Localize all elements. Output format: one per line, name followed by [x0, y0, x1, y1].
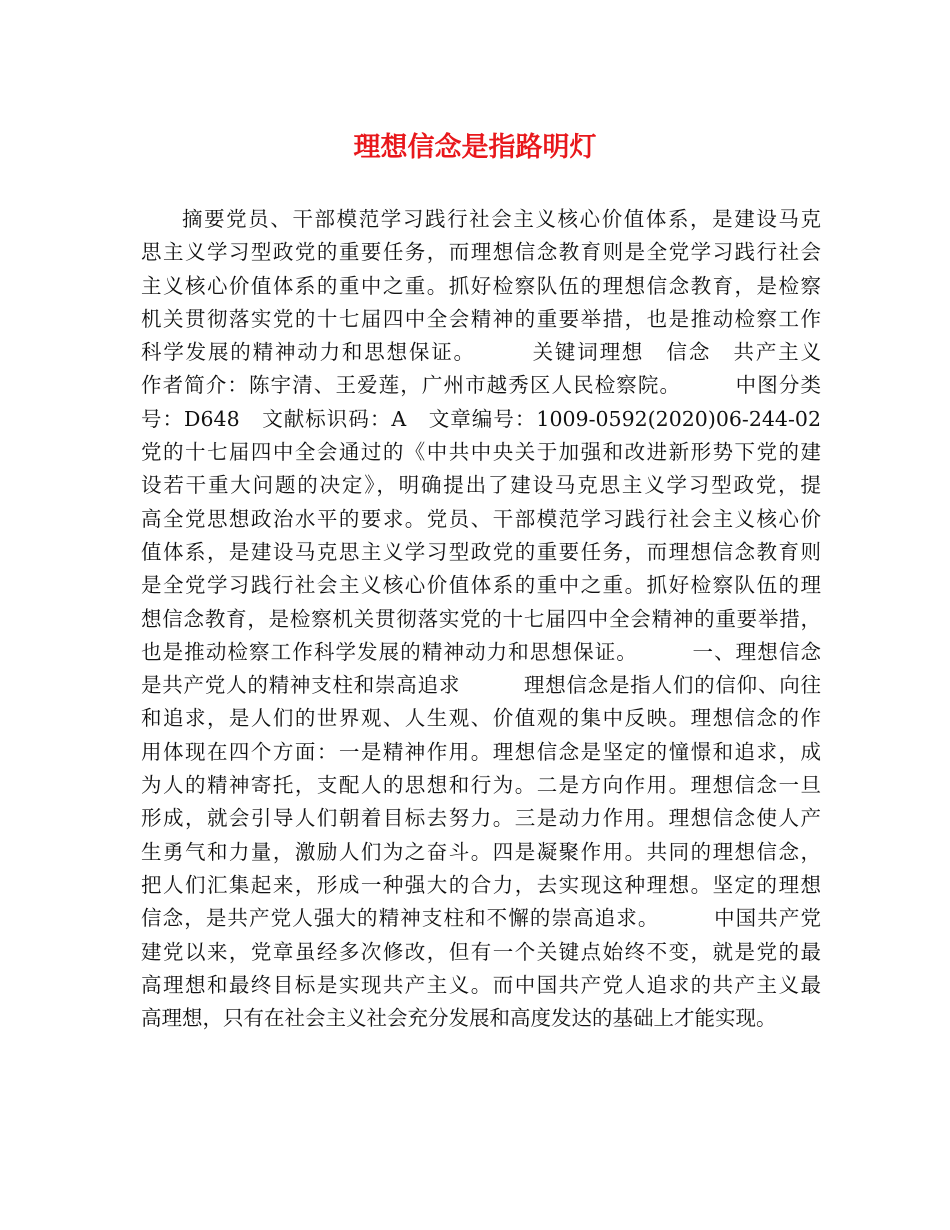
text-line: 是共产党人的精神支柱和崇高追求 理想信念是指人们的信仰、向往 — [141, 673, 821, 698]
document-title: 理想信念是指路明灯 — [353, 132, 597, 163]
text-line: 为人的精神寄托，支配人的思想和行为。二是方向作用。理想信念一旦 — [141, 773, 821, 798]
text-line: 信念，是共产党人强大的精神支柱和不懈的崇高追求。 中国共产党 — [141, 906, 821, 931]
text-line: 高理想，只有在社会主义社会充分发展和高度发达的基础上才能实现。 — [141, 1006, 777, 1031]
text-line: 生勇气和力量，激励人们为之奋斗。四是凝聚作用。共同的理想信念， — [141, 839, 821, 864]
text-line: 机关贯彻落实党的十七届四中全会精神的重要举措，也是推动检察工作 — [141, 306, 821, 331]
text-line: 用体现在四个方面：一是精神作用。理想信念是坚定的憧憬和追求，成 — [141, 739, 821, 764]
document-body — [141, 203, 821, 1035]
text-line: 设若干重大问题的决定》，明确提出了建设马克思主义学习型政党，提 — [141, 473, 821, 498]
text-line: 形成，就会引导人们朝着目标去努力。三是动力作用。理想信念使人产 — [141, 806, 821, 831]
text-line: 也是推动检察工作科学发展的精神动力和思想保证。 一、理想信念 — [141, 639, 821, 664]
text-line: 科学发展的精神动力和思想保证。 关键词理想 信念 共产主义 — [141, 340, 821, 365]
text-line: 作者简介：陈宇清、王爱莲，广州市越秀区人民检察院。 中图分类 — [141, 373, 821, 398]
text-line: 和追求，是人们的世界观、人生观、价值观的集中反映。理想信念的作 — [141, 706, 821, 731]
text-line: 高全党思想政治水平的要求。党员、干部模范学习践行社会主义核心价 — [141, 506, 821, 531]
text-line: 值体系，是建设马克思主义学习型政党的重要任务，而理想信念教育则 — [141, 539, 821, 564]
text-line: 把人们汇集起来，形成一种强大的合力，去实现这种理想。坚定的理想 — [141, 872, 821, 897]
text-line: 思主义学习型政党的重要任务，而理想信念教育则是全党学习践行社会 — [141, 240, 821, 265]
text-line: 党的十七届四中全会通过的《中共中央关于加强和改进新形势下党的建 — [141, 440, 821, 465]
text-line: 建党以来，党章虽经多次修改，但有一个关键点始终不变，就是党的最 — [141, 939, 821, 964]
text-line: 高理想和最终目标是实现共产主义。而中国共产党人追求的共产主义最 — [141, 972, 821, 997]
text-line: 是全党学习践行社会主义核心价值体系的重中之重。抓好检察队伍的理 — [141, 573, 821, 598]
text-line: 想信念教育，是检察机关贯彻落实党的十七届四中全会精神的重要举措， — [141, 606, 821, 631]
text-line: 摘要党员、干部模范学习践行社会主义核心价值体系，是建设马克 — [182, 207, 821, 231]
text-line: 号：D648 文献标识码：A 文章编号：1009-0592(2020)06-244-02 — [141, 406, 821, 431]
text-line: 主义核心价值体系的重中之重。抓好检察队伍的理想信念教育，是检察 — [141, 273, 821, 298]
